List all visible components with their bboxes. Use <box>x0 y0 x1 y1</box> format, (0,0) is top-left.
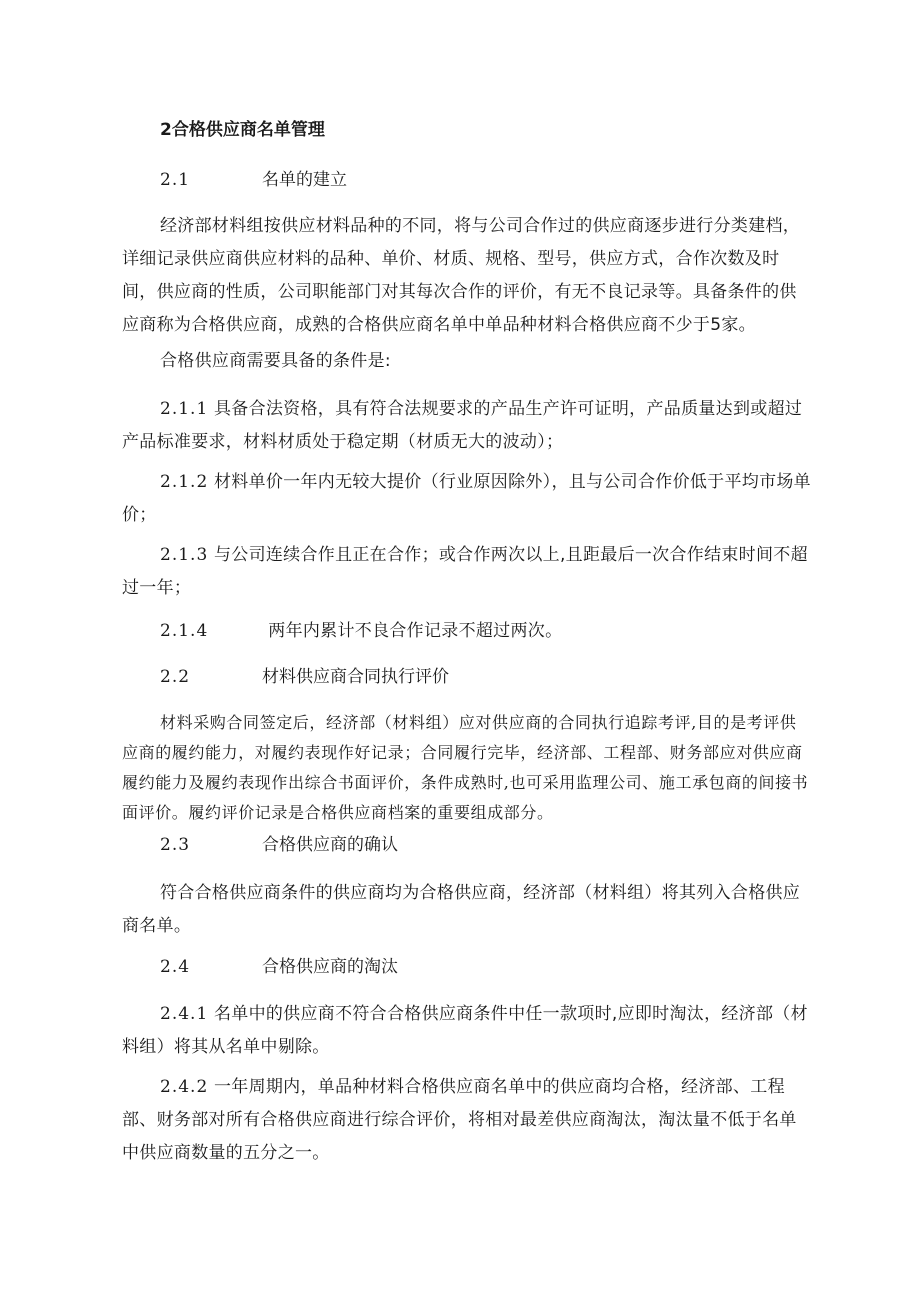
heading-2-2 <box>122 665 812 689</box>
item-number: 2.4.1 <box>160 1004 209 1024</box>
conditions-intro: 合格供应商需要具备的条件是: <box>160 351 391 371</box>
heading-title: 名单的建立 <box>262 170 347 190</box>
heading-title: 合格供应商的确认 <box>262 835 398 855</box>
item-number: 2.1.2 <box>160 472 209 492</box>
heading-number: 2.2 <box>160 667 191 687</box>
heading-number: 2.1 <box>160 170 191 190</box>
paragraph-2-2: 材料采购合同签定后，经济部（材料组）应对供应商的合同执行追踪考评,目的是考评供应商的履约能力，对履约表现作好记录；合同履行完毕，经济部、工程部、财务部应对供应商履约能力及履约表现作出综合书面评价，条件成熟时,也可采用监理公司、施工承包商的间接书面评价。履约评价记录是合格供应商档案的重要组成部分。 <box>122 713 809 822</box>
item-number: 2.1.3 <box>160 545 209 565</box>
item-text: 名单中的供应商不符合合格供应商条件中任一款项时,应即时淘汰，经济部（材料组）将其从名单中剔除。 <box>122 1004 808 1057</box>
item-2-1-3 <box>122 539 812 605</box>
item-2-1-4 <box>122 615 812 648</box>
item-2-4-2 <box>122 1071 812 1170</box>
heading-number: 2.3 <box>160 835 191 855</box>
item-text: 一年周期内，单品种材料合格供应商名单中的供应商均合格，经济部、工程部、财务部对所有合格供应商进行综合评价，将相对最差供应商淘汰，淘汰量不低于名单中供应商数量的五分之一。 <box>122 1077 797 1163</box>
item-text: 具备合法资格，具有符合法规要求的产品生产许可证明，产品质量达到或超过产品标准要求，材料材质处于稳定期（材质无大的波动）； <box>122 399 803 452</box>
heading-number: 2.4 <box>160 957 191 977</box>
paragraph-2-1: 经济部材料组按供应材料品种的不同，将与公司合作过的供应商逐步进行分类建档，详细记录供应商供应材料的品种、单价、材质、规格、型号，供应方式，合作次数及时间，供应商的性质，公司职能部门对其每次合作的评价，有无不良记录等。具备条件的供应商称为合格供应商，成熟的合格供应商名单中单品种材料合格供应商不少于5家。 <box>122 216 801 335</box>
section-title: 2合格供应商名单管理 <box>160 120 325 140</box>
heading-title: 材料供应商合同执行评价 <box>262 667 449 687</box>
item-text: 与公司连续合作且正在合作；或合作两次以上,且距最后一次合作结束时间不超过一年； <box>122 545 808 598</box>
item-text: 两年内累计不良合作记录不超过两次。 <box>268 621 563 641</box>
heading-2-3 <box>122 833 812 857</box>
paragraph-2-3: 符合合格供应商条件的供应商均为合格供应商，经济部（材料组）将其列入合格供应商名单。 <box>122 883 801 936</box>
heading-2-4 <box>122 955 812 979</box>
item-number: 2.4.2 <box>160 1077 209 1097</box>
item-2-4-1 <box>122 998 812 1064</box>
item-2-1-2 <box>122 466 812 532</box>
heading-title: 合格供应商的淘汰 <box>262 957 398 977</box>
item-2-1-1 <box>122 393 812 459</box>
item-text: 材料单价一年内无较大提价（行业原因除外），且与公司合作价低于平均市场单价； <box>122 472 811 525</box>
heading-2-1 <box>122 168 812 192</box>
item-number: 2.1.1 <box>160 399 209 419</box>
item-number: 2.1.4 <box>160 621 209 641</box>
